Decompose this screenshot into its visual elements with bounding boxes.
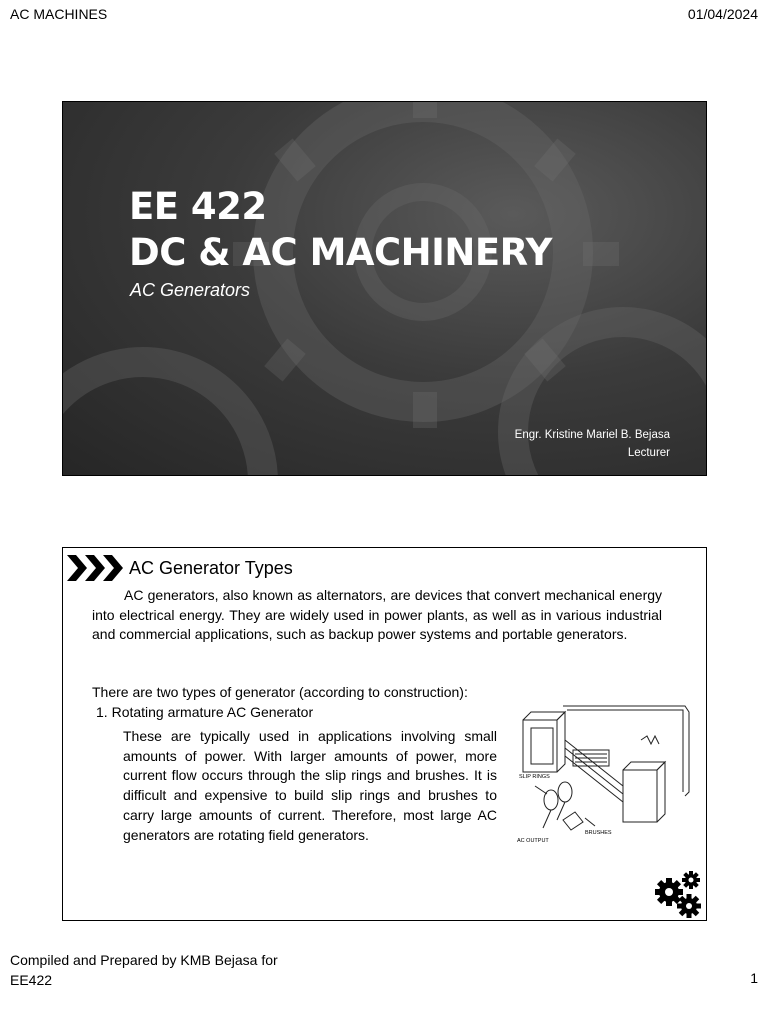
list-item — [96, 704, 313, 720]
intro-before: AC generators, also known as — [124, 587, 317, 603]
triple-chevron-icon — [67, 551, 125, 585]
author-block — [515, 426, 670, 462]
header-date: 01/04/2024 — [687, 6, 758, 22]
item-description: These are typically used in applications involving small amounts of power. With larger amounts of power, more current flow occurs through the slip rings and brushes. It is difficult and expensive to build slip rings and brushes to carry large amounts of current. Therefore, most large AC generators are rotating field generators. — [123, 728, 497, 843]
intro-term: alternators — [316, 587, 383, 603]
types-intro: There are two types of generator (according to construction): — [92, 684, 468, 700]
item-label: Rotating armature AC Generator — [111, 704, 314, 720]
label-slip-rings: SLIP RINGS — [519, 774, 550, 780]
title-slide — [62, 101, 707, 476]
section-title: AC Generator Types — [129, 558, 293, 578]
slide-subtitle: AC Generators — [130, 280, 251, 300]
author-role: Lecturer — [627, 447, 670, 459]
slide-title — [129, 184, 552, 276]
content-slide — [62, 547, 707, 921]
label-brushes: BRUSHES — [585, 830, 612, 836]
footer-credit-line2: EE422 — [10, 972, 53, 988]
course-code: EE 422 — [129, 185, 267, 228]
page-number: 1 — [750, 970, 758, 986]
author-name: Engr. Kristine Mariel B. Bejasa — [514, 429, 670, 441]
item-number: 1. — [96, 704, 108, 720]
footer-credit — [10, 950, 278, 990]
footer-credit-line1: Compiled and Prepared by KMB Bejasa for — [10, 952, 278, 968]
cogs-icon — [651, 870, 703, 921]
header-title: AC MACHINES — [10, 6, 108, 22]
intro-paragraph — [92, 586, 662, 645]
label-ac-output: AC OUTPUT — [517, 838, 549, 844]
course-name: DC & AC MACHINERY — [129, 231, 552, 274]
armature-diagram-icon — [513, 700, 703, 848]
intro-after: , are devices that convert mechanical energy into electrical energy. They are widely used in power plants, as well as in various industrial and commercial applications, such as backup power systems and portable generators. — [92, 587, 663, 642]
